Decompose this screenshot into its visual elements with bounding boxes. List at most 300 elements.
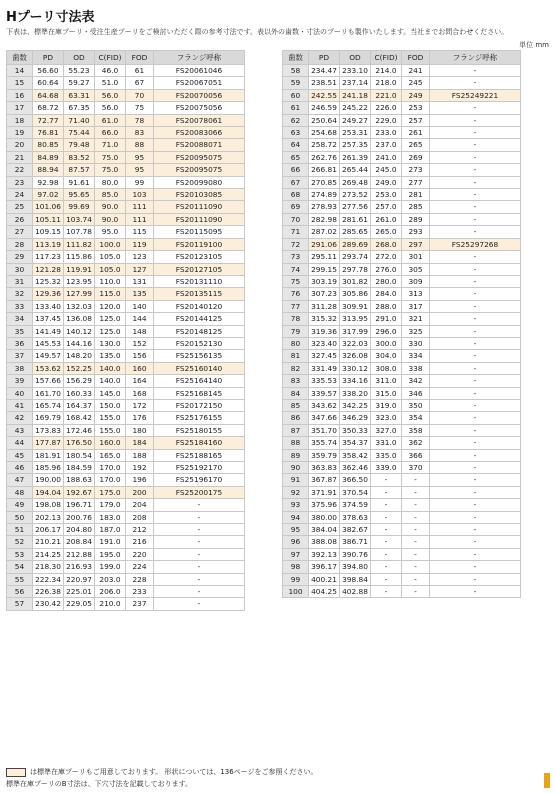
c-fid-cell: 221.0 xyxy=(371,89,402,101)
teeth-cell: 48 xyxy=(7,486,33,498)
c-fid-cell: 71.0 xyxy=(95,139,126,151)
table-row xyxy=(7,561,245,573)
teeth-cell: 32 xyxy=(7,288,33,300)
od-cell: 204.80 xyxy=(64,524,95,536)
c-fid-cell: 165.0 xyxy=(95,449,126,461)
flange-cell: - xyxy=(430,362,521,374)
table-row xyxy=(283,251,521,263)
table-row xyxy=(283,437,521,449)
c-fid-cell: 319.0 xyxy=(371,399,402,411)
c-fid-cell: - xyxy=(371,548,402,560)
table-row xyxy=(283,189,521,201)
fod-cell: 127 xyxy=(126,263,154,275)
flange-cell: FS25297268 xyxy=(430,238,521,250)
teeth-cell: 25 xyxy=(7,201,33,213)
table-row xyxy=(7,437,245,449)
fod-cell: 208 xyxy=(126,511,154,523)
fod-cell: 152 xyxy=(126,337,154,349)
flange-cell: - xyxy=(430,561,521,573)
od-cell: 220.97 xyxy=(64,573,95,585)
od-cell: 156.29 xyxy=(64,375,95,387)
teeth-cell: 28 xyxy=(7,238,33,250)
c-fid-cell: 125.0 xyxy=(95,313,126,325)
header-fod: FOD xyxy=(402,51,430,65)
page-title: Hプーリ寸法表 xyxy=(6,10,95,25)
fod-cell: - xyxy=(402,511,430,523)
od-cell: 378.63 xyxy=(340,511,371,523)
pd-cell: 105.11 xyxy=(33,213,64,225)
pd-cell: 392.13 xyxy=(309,548,340,560)
flange-cell: - xyxy=(154,586,245,598)
teeth-cell: 45 xyxy=(7,449,33,461)
od-cell: 172.46 xyxy=(64,424,95,436)
table-row xyxy=(283,77,521,89)
flange-cell: - xyxy=(430,399,521,411)
fod-cell: 317 xyxy=(402,300,430,312)
table-row xyxy=(7,499,245,511)
teeth-cell: 14 xyxy=(7,65,33,77)
od-cell: 386.71 xyxy=(340,536,371,548)
pd-cell: 226.38 xyxy=(33,586,64,598)
c-fid-cell: 296.0 xyxy=(371,325,402,337)
od-cell: 67.35 xyxy=(64,102,95,114)
table-row xyxy=(7,598,245,610)
pd-cell: 282.98 xyxy=(309,213,340,225)
flange-cell: - xyxy=(430,65,521,77)
c-fid-cell: 155.0 xyxy=(95,424,126,436)
c-fid-cell: 253.0 xyxy=(371,189,402,201)
flange-cell: FS20119100 xyxy=(154,238,245,250)
flange-cell: - xyxy=(430,536,521,548)
table-row xyxy=(283,573,521,585)
fod-cell: - xyxy=(402,474,430,486)
teeth-cell: 60 xyxy=(283,89,309,101)
teeth-cell: 39 xyxy=(7,375,33,387)
c-fid-cell: 323.0 xyxy=(371,412,402,424)
od-cell: 95.65 xyxy=(64,189,95,201)
table-row xyxy=(283,499,521,511)
pd-cell: 222.34 xyxy=(33,573,64,585)
fod-cell: - xyxy=(402,499,430,511)
pd-cell: 72.77 xyxy=(33,114,64,126)
od-cell: 281.61 xyxy=(340,213,371,225)
od-cell: 358.42 xyxy=(340,449,371,461)
flange-cell: FS25188165 xyxy=(154,449,245,461)
flange-cell: FS20152130 xyxy=(154,337,245,349)
flange-cell: - xyxy=(430,213,521,225)
flange-cell: FS25164140 xyxy=(154,375,245,387)
header-flange: フランジ呼称 xyxy=(154,51,245,65)
teeth-cell: 35 xyxy=(7,325,33,337)
od-cell: 261.39 xyxy=(340,151,371,163)
table-header-row xyxy=(7,51,245,65)
od-cell: 354.37 xyxy=(340,437,371,449)
table-row xyxy=(7,474,245,486)
flange-cell: FS20144125 xyxy=(154,313,245,325)
pd-cell: 311.28 xyxy=(309,300,340,312)
pd-cell: 355.74 xyxy=(309,437,340,449)
flange-cell: FS20131110 xyxy=(154,275,245,287)
pd-cell: 80.85 xyxy=(33,139,64,151)
flange-cell: - xyxy=(430,114,521,126)
table-row xyxy=(283,375,521,387)
table-row xyxy=(283,226,521,238)
teeth-cell: 49 xyxy=(7,499,33,511)
fod-cell: 321 xyxy=(402,313,430,325)
fod-cell: 160 xyxy=(126,362,154,374)
table-row xyxy=(283,164,521,176)
flange-cell: - xyxy=(430,151,521,163)
od-cell: 99.69 xyxy=(64,201,95,213)
flange-cell: FS20123105 xyxy=(154,251,245,263)
table-row xyxy=(283,548,521,560)
od-cell: 59.27 xyxy=(64,77,95,89)
teeth-cell: 83 xyxy=(283,375,309,387)
teeth-cell: 47 xyxy=(7,474,33,486)
pd-cell: 238.51 xyxy=(309,77,340,89)
teeth-cell: 18 xyxy=(7,114,33,126)
flange-cell: - xyxy=(430,350,521,362)
table-row xyxy=(7,189,245,201)
table-row xyxy=(283,325,521,337)
pd-cell: 327.45 xyxy=(309,350,340,362)
page-marker-tab xyxy=(544,773,550,788)
od-cell: 111.82 xyxy=(64,238,95,250)
pd-cell: 388.08 xyxy=(309,536,340,548)
c-fid-cell: 226.0 xyxy=(371,102,402,114)
legend xyxy=(6,767,318,777)
od-cell: 196.71 xyxy=(64,499,95,511)
teeth-cell: 90 xyxy=(283,462,309,474)
table-row xyxy=(7,65,245,77)
fod-cell: - xyxy=(402,524,430,536)
teeth-cell: 98 xyxy=(283,561,309,573)
c-fid-cell: 125.0 xyxy=(95,325,126,337)
table-row xyxy=(283,561,521,573)
table-row xyxy=(283,524,521,536)
teeth-cell: 19 xyxy=(7,127,33,139)
fod-cell: 342 xyxy=(402,375,430,387)
pd-cell: 400.21 xyxy=(309,573,340,585)
c-fid-cell: 249.0 xyxy=(371,176,402,188)
fod-cell: 338 xyxy=(402,362,430,374)
od-cell: 334.16 xyxy=(340,375,371,387)
od-cell: 273.52 xyxy=(340,189,371,201)
od-cell: 55.23 xyxy=(64,65,95,77)
flange-cell: - xyxy=(430,313,521,325)
od-cell: 297.78 xyxy=(340,263,371,275)
od-cell: 160.33 xyxy=(64,387,95,399)
table-row xyxy=(7,362,245,374)
pd-cell: 161.70 xyxy=(33,387,64,399)
od-cell: 115.86 xyxy=(64,251,95,263)
table-row xyxy=(7,263,245,275)
table-row xyxy=(7,114,245,126)
flange-cell: FS25196170 xyxy=(154,474,245,486)
table-row xyxy=(7,524,245,536)
c-fid-cell: 120.0 xyxy=(95,300,126,312)
fod-cell: 245 xyxy=(402,77,430,89)
od-cell: 362.46 xyxy=(340,462,371,474)
flange-cell: FS25200175 xyxy=(154,486,245,498)
table-row xyxy=(7,201,245,213)
pd-cell: 145.53 xyxy=(33,337,64,349)
pd-cell: 278.93 xyxy=(309,201,340,213)
pd-cell: 234.47 xyxy=(309,65,340,77)
od-cell: 79.48 xyxy=(64,139,95,151)
od-cell: 326.08 xyxy=(340,350,371,362)
fod-cell: 309 xyxy=(402,275,430,287)
fod-cell: 313 xyxy=(402,288,430,300)
teeth-cell: 15 xyxy=(7,77,33,89)
teeth-cell: 16 xyxy=(7,89,33,101)
fod-cell: 111 xyxy=(126,201,154,213)
fod-cell: 241 xyxy=(402,65,430,77)
c-fid-cell: 206.0 xyxy=(95,586,126,598)
table-body xyxy=(283,65,521,598)
fod-cell: 354 xyxy=(402,412,430,424)
fod-cell: 123 xyxy=(126,251,154,263)
pd-cell: 113.19 xyxy=(33,238,64,250)
teeth-cell: 67 xyxy=(283,176,309,188)
flange-cell: - xyxy=(430,300,521,312)
teeth-cell: 59 xyxy=(283,77,309,89)
c-fid-cell: 272.0 xyxy=(371,251,402,263)
flange-cell: - xyxy=(430,499,521,511)
flange-cell: - xyxy=(430,449,521,461)
fod-cell: 180 xyxy=(126,424,154,436)
flange-cell: - xyxy=(430,189,521,201)
fod-cell: 172 xyxy=(126,399,154,411)
pd-cell: 129.36 xyxy=(33,288,64,300)
table-row xyxy=(283,139,521,151)
c-fid-cell: 187.0 xyxy=(95,524,126,536)
c-fid-cell: 214.0 xyxy=(371,65,402,77)
od-cell: 374.59 xyxy=(340,499,371,511)
teeth-cell: 51 xyxy=(7,524,33,536)
c-fid-cell: 56.0 xyxy=(95,89,126,101)
pd-cell: 177.87 xyxy=(33,437,64,449)
flange-cell: - xyxy=(430,437,521,449)
table-row xyxy=(7,89,245,101)
flange-cell: FS25156135 xyxy=(154,350,245,362)
table-row xyxy=(7,350,245,362)
c-fid-cell: 46.0 xyxy=(95,65,126,77)
pd-cell: 242.55 xyxy=(309,89,340,101)
teeth-cell: 91 xyxy=(283,474,309,486)
table-row xyxy=(283,424,521,436)
table-row xyxy=(283,176,521,188)
od-cell: 342.25 xyxy=(340,399,371,411)
table-row xyxy=(7,375,245,387)
c-fid-cell: 304.0 xyxy=(371,350,402,362)
teeth-cell: 97 xyxy=(283,548,309,560)
flange-cell: - xyxy=(430,226,521,238)
table-row xyxy=(7,151,245,163)
table-row xyxy=(283,449,521,461)
header-pd: PD xyxy=(33,51,64,65)
teeth-cell: 33 xyxy=(7,300,33,312)
header-c-fid: C(FID) xyxy=(95,51,126,65)
pd-cell: 404.25 xyxy=(309,586,340,598)
teeth-cell: 92 xyxy=(283,486,309,498)
od-cell: 119.91 xyxy=(64,263,95,275)
pd-cell: 371.91 xyxy=(309,486,340,498)
od-cell: 338.20 xyxy=(340,387,371,399)
teeth-cell: 20 xyxy=(7,139,33,151)
table-row xyxy=(283,89,521,101)
pd-cell: 169.79 xyxy=(33,412,64,424)
pd-cell: 351.70 xyxy=(309,424,340,436)
flange-cell: - xyxy=(154,511,245,523)
fod-cell: 212 xyxy=(126,524,154,536)
od-cell: 309.91 xyxy=(340,300,371,312)
table-row xyxy=(7,325,245,337)
teeth-cell: 73 xyxy=(283,251,309,263)
teeth-cell: 70 xyxy=(283,213,309,225)
fod-cell: 330 xyxy=(402,337,430,349)
od-cell: 136.08 xyxy=(64,313,95,325)
fod-cell: 115 xyxy=(126,226,154,238)
c-fid-cell: 335.0 xyxy=(371,449,402,461)
pd-cell: 299.15 xyxy=(309,263,340,275)
table-row xyxy=(7,462,245,474)
flange-cell: - xyxy=(430,176,521,188)
fod-cell: 370 xyxy=(402,462,430,474)
fod-cell: - xyxy=(402,548,430,560)
fod-cell: 188 xyxy=(126,449,154,461)
fod-cell: 95 xyxy=(126,164,154,176)
c-fid-cell: 160.0 xyxy=(95,437,126,449)
teeth-cell: 61 xyxy=(283,102,309,114)
c-fid-cell: - xyxy=(371,511,402,523)
od-cell: 144.16 xyxy=(64,337,95,349)
flange-cell: - xyxy=(154,536,245,548)
od-cell: 370.54 xyxy=(340,486,371,498)
teeth-cell: 56 xyxy=(7,586,33,598)
teeth-cell: 87 xyxy=(283,424,309,436)
c-fid-cell: 145.0 xyxy=(95,387,126,399)
c-fid-cell: 183.0 xyxy=(95,511,126,523)
fod-cell: 88 xyxy=(126,139,154,151)
od-cell: 200.76 xyxy=(64,511,95,523)
od-cell: 164.37 xyxy=(64,399,95,411)
flange-cell: - xyxy=(430,337,521,349)
od-cell: 289.69 xyxy=(340,238,371,250)
pd-cell: 384.04 xyxy=(309,524,340,536)
table-row xyxy=(283,474,521,486)
c-fid-cell: 75.0 xyxy=(95,164,126,176)
fod-cell: 135 xyxy=(126,288,154,300)
teeth-cell: 37 xyxy=(7,350,33,362)
teeth-cell: 99 xyxy=(283,573,309,585)
pd-cell: 133.40 xyxy=(33,300,64,312)
od-cell: 394.80 xyxy=(340,561,371,573)
teeth-cell: 17 xyxy=(7,102,33,114)
teeth-cell: 52 xyxy=(7,536,33,548)
c-fid-cell: 115.0 xyxy=(95,288,126,300)
header-pd: PD xyxy=(309,51,340,65)
c-fid-cell: 90.0 xyxy=(95,213,126,225)
teeth-cell: 53 xyxy=(7,548,33,560)
c-fid-cell: 100.0 xyxy=(95,238,126,250)
table-row xyxy=(7,511,245,523)
flange-cell: FS20075056 xyxy=(154,102,245,114)
table-row xyxy=(283,238,521,250)
teeth-cell: 40 xyxy=(7,387,33,399)
pd-cell: 291.06 xyxy=(309,238,340,250)
c-fid-cell: 276.0 xyxy=(371,263,402,275)
table-row xyxy=(283,263,521,275)
pd-cell: 109.15 xyxy=(33,226,64,238)
flange-cell: - xyxy=(430,164,521,176)
pd-cell: 303.19 xyxy=(309,275,340,287)
table-row xyxy=(283,65,521,77)
teeth-cell: 44 xyxy=(7,437,33,449)
table-row xyxy=(283,586,521,598)
fod-cell: 67 xyxy=(126,77,154,89)
od-cell: 253.31 xyxy=(340,127,371,139)
table-row xyxy=(283,201,521,213)
flange-cell: - xyxy=(430,387,521,399)
header-c-fid: C(FID) xyxy=(371,51,402,65)
fod-cell: 83 xyxy=(126,127,154,139)
table-row xyxy=(7,164,245,176)
teeth-cell: 62 xyxy=(283,114,309,126)
pd-cell: 210.21 xyxy=(33,536,64,548)
flange-cell: FS20070056 xyxy=(154,89,245,101)
table-row xyxy=(283,275,521,287)
fod-cell: 216 xyxy=(126,536,154,548)
flange-cell: - xyxy=(430,511,521,523)
pd-cell: 88.94 xyxy=(33,164,64,176)
table-row xyxy=(7,77,245,89)
header-teeth: 歯数 xyxy=(283,51,309,65)
c-fid-cell: 203.0 xyxy=(95,573,126,585)
teeth-cell: 43 xyxy=(7,424,33,436)
od-cell: 212.88 xyxy=(64,548,95,560)
pd-cell: 190.00 xyxy=(33,474,64,486)
table-row xyxy=(7,399,245,411)
table-row xyxy=(283,300,521,312)
od-cell: 346.29 xyxy=(340,412,371,424)
c-fid-cell: 280.0 xyxy=(371,275,402,287)
pd-cell: 287.02 xyxy=(309,226,340,238)
od-cell: 192.67 xyxy=(64,486,95,498)
teeth-cell: 72 xyxy=(283,238,309,250)
flange-cell: - xyxy=(154,548,245,560)
c-fid-cell: 331.0 xyxy=(371,437,402,449)
teeth-cell: 69 xyxy=(283,201,309,213)
teeth-cell: 58 xyxy=(283,65,309,77)
pd-cell: 149.57 xyxy=(33,350,64,362)
table-row xyxy=(283,511,521,523)
pd-cell: 339.57 xyxy=(309,387,340,399)
pd-cell: 307.23 xyxy=(309,288,340,300)
od-cell: 225.01 xyxy=(64,586,95,598)
table-body xyxy=(7,65,245,611)
pd-cell: 153.62 xyxy=(33,362,64,374)
c-fid-cell: 155.0 xyxy=(95,412,126,424)
od-cell: 168.42 xyxy=(64,412,95,424)
table-row xyxy=(7,486,245,498)
header-flange: フランジ呼称 xyxy=(430,51,521,65)
table-row xyxy=(7,300,245,312)
flange-cell: FS25168145 xyxy=(154,387,245,399)
table-row xyxy=(283,362,521,374)
pd-cell: 97.02 xyxy=(33,189,64,201)
header-od: OD xyxy=(340,51,371,65)
